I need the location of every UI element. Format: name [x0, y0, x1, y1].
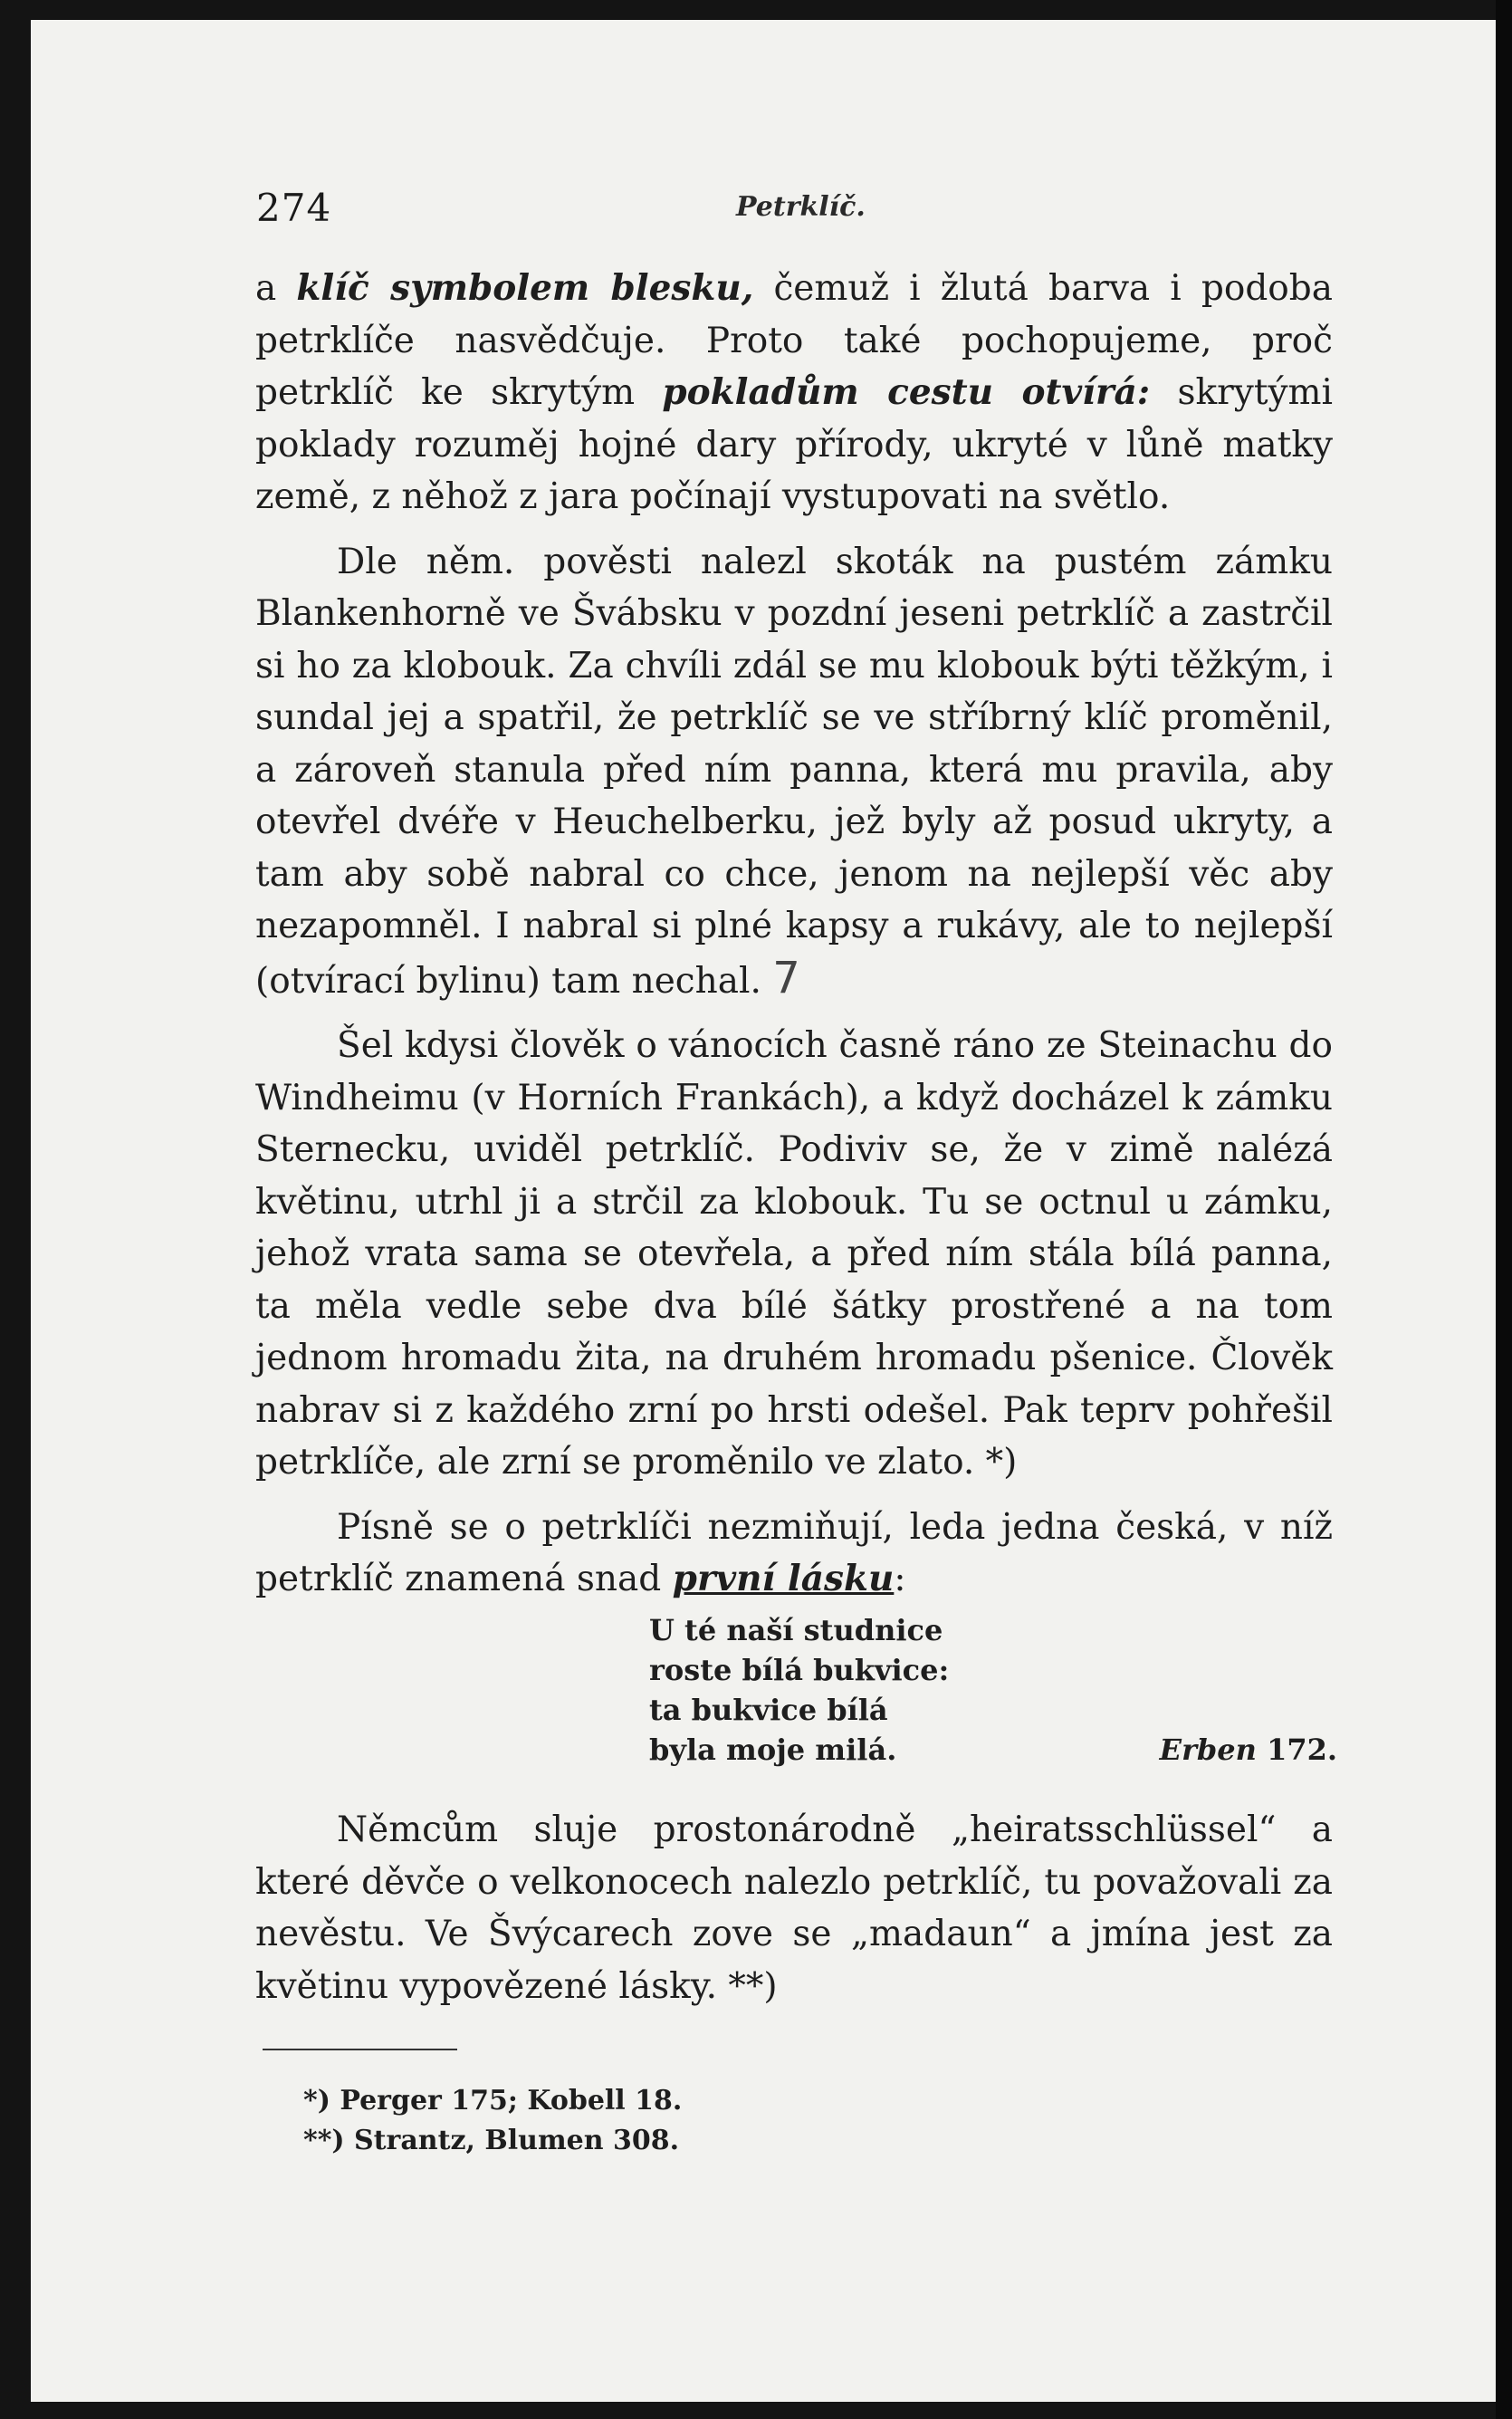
footnotes	[303, 2081, 1118, 2161]
emphasis-klic-symbolem: klíč symbolem blesku,	[296, 267, 754, 309]
page-header	[225, 186, 1334, 240]
poem-line: byla moje milá.	[649, 1733, 897, 1767]
footnote-divider	[263, 2049, 457, 2050]
running-title: Petrklíč.	[736, 191, 866, 223]
poem-source: Erben 172.	[1159, 1733, 1337, 1767]
footnote-1: *) Perger 175; Kobell 18.	[303, 2085, 683, 2117]
paragraph-1: a klíč symbolem blesku, čemuž i žlutá barva i podoba petrklíče nasvědčuje. Proto také pochopujeme, proč petrklíč ke skrytým pokladům cestu otvírá: skrytými poklady rozuměj hojné dary přírody, ukryté v lůně matky země, z něhož z jara počínají vystupovati na světlo.	[255, 267, 1333, 517]
poem-quote	[649, 1610, 1337, 1770]
emphasis-prvni-lasku: první lásku	[672, 1558, 895, 1599]
paragraph-3: Šel kdysi člověk o vánocích časně ráno ze Steinachu do Windheimu (v Horních Frankách), a když docházel k zámku Sternecku, uviděl petrklíč. Podiviv se, že v zimě nalézá květinu, utrhl ji a strčil za klobouk. Tu se octnul u zámku, jehož vrata sama se otevřela, a před ním stála bílá panna, ta měla vedle sebe dva bílé šátky prostřené a na tom jednom hromadu žita, na druhém hromadu pšenice. Člověk nabrav si z každého zrní po hrsti odešel. Pak teprv pohřešil petrklíče, ale zrní se proměnilo ve zlato. *)	[255, 1025, 1333, 1483]
scan-edge	[1496, 0, 1512, 2419]
emphasis-pokladum: pokladům cestu otvírá:	[662, 371, 1151, 413]
poem-line: U té naší studnice	[649, 1613, 943, 1647]
main-text-continued	[255, 1804, 1333, 2012]
handwritten-mark: 7	[772, 952, 800, 1003]
poem-line: ta bukvice bílá	[649, 1693, 888, 1727]
poem-last-line	[649, 1730, 1337, 1770]
paragraph-4: Písně se o petrklíči nezmiňují, leda jedna česká, v níž petrklíč znamená snad první lásku:	[255, 1506, 1333, 1599]
main-text	[255, 263, 1333, 1618]
page-number: 274	[256, 186, 332, 230]
paragraph-5: Němcům sluje prostonárodně „heiratsschlüssel“ a které děvče o velkonocech nalezlo petrklíč, tu považovali za nevěstu. Ve Švýcarech zove se „madaun“ a jmína jest za květinu vypovězené lásky. **)	[255, 1809, 1333, 2007]
poem-line: roste bílá bukvice:	[649, 1653, 950, 1687]
footnote-2: **) Strantz, Blumen 308.	[303, 2125, 680, 2156]
paragraph-2: Dle něm. pověsti nalezl skoták na pustém zámku Blankenhorně ve Švábsku v pozdní jeseni petrklíč a zastrčil si ho za klobouk. Za chvíli zdál se mu klobouk býti těžkým, i sundal jej a spatřil, že petrklíč se ve stříbrný klíč proměnil, a zároveň stanula před ním panna, která mu pravila, aby otevřel dvéře v Heuchelberku, jež byly až posud ukryty, a tam aby sobě nabral co chce, jenom na nejlepší věc aby nezapomněl. I nabral si plné kapsy a rukávy, ale to nejlepší (otvírací bylinu) tam nechal. 7	[255, 541, 1333, 1003]
